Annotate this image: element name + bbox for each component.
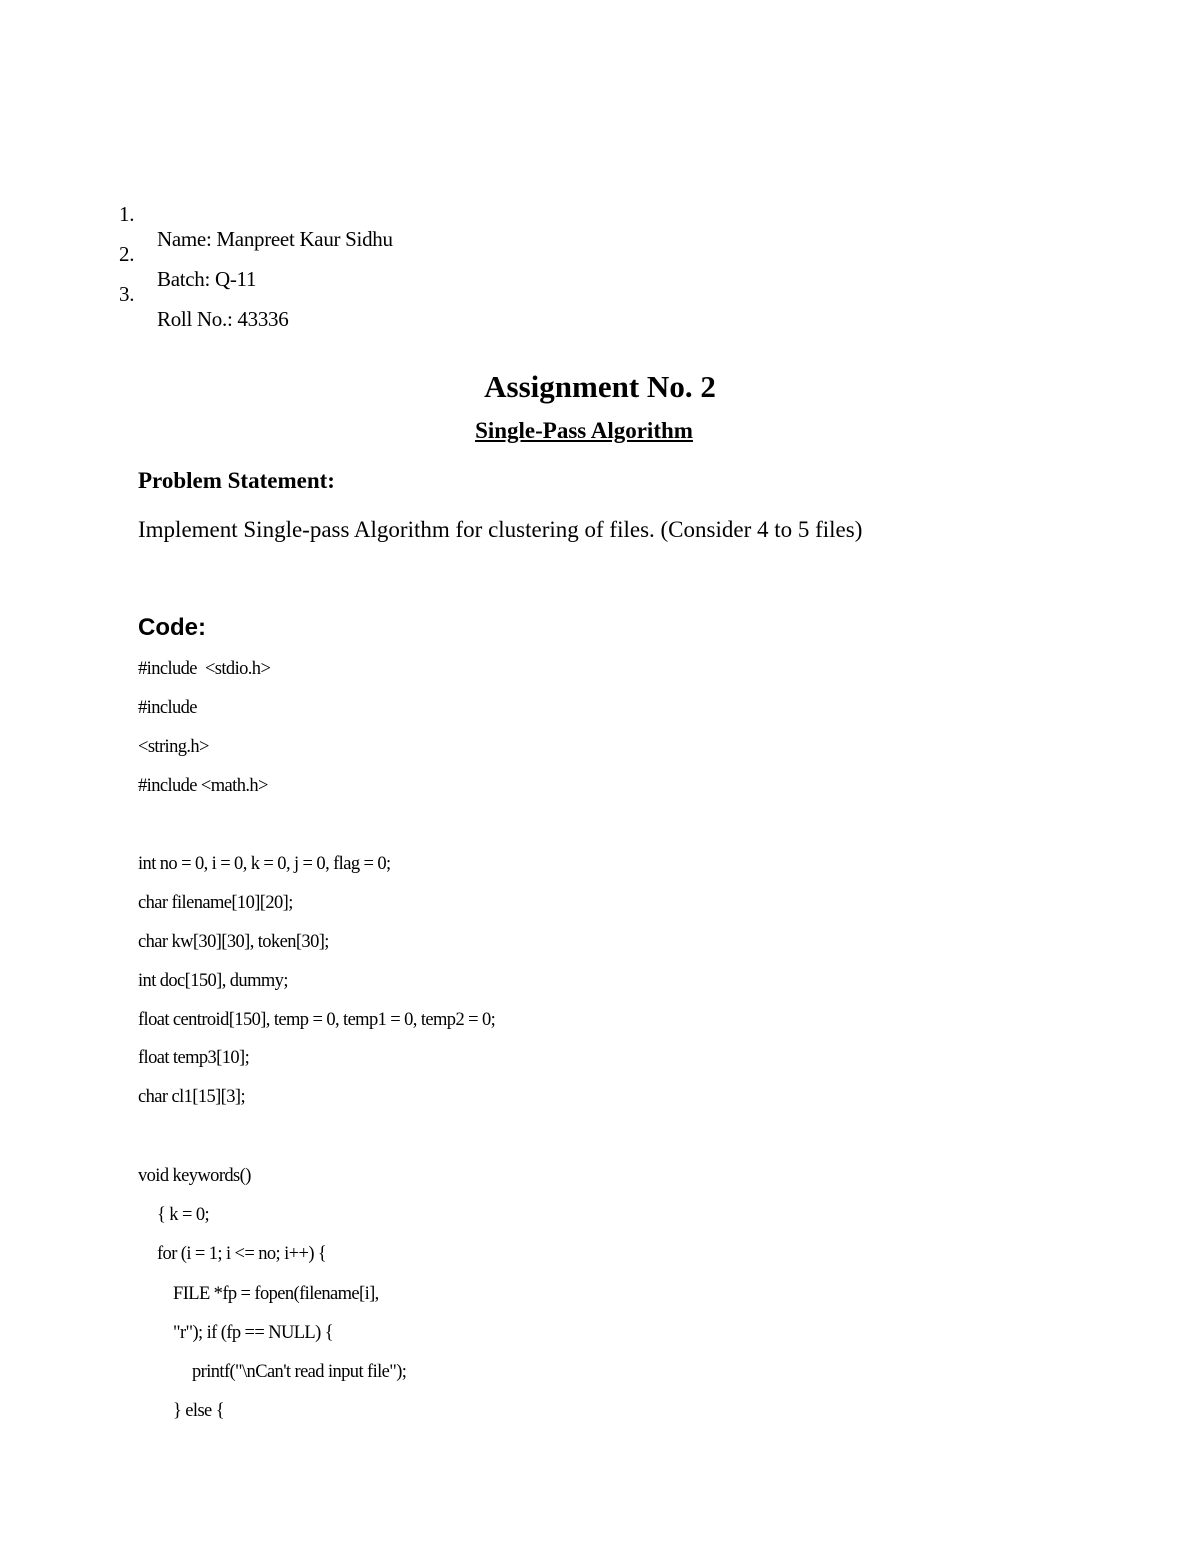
roll-text: Roll No.: 43336 (157, 307, 289, 331)
code-line: char filename[10][20]; (138, 893, 293, 913)
info-item-batch (119, 217, 619, 291)
code-line: float centroid[150], temp = 0, temp1 = 0, temp2 = 0; (138, 1010, 496, 1030)
code-heading: Code: (138, 614, 206, 641)
info-item-roll (119, 257, 619, 331)
code-line: for (i = 1; i <= no; i++) { (157, 1244, 327, 1264)
code-line: float temp3[10]; (138, 1048, 250, 1068)
code-line: void keywords() (138, 1166, 251, 1186)
problem-statement: Implement Single-pass Algorithm for clustering of files. (Consider 4 to 5 files) (138, 517, 863, 542)
problem-heading: Problem Statement: (138, 468, 335, 493)
page-subtitle: Single-Pass Algorithm (475, 418, 693, 443)
name-text: Name: Manpreet Kaur Sidhu (157, 227, 393, 251)
code-line: <string.h> (138, 737, 209, 757)
code-line: FILE *fp = fopen(filename[i], (173, 1284, 379, 1304)
code-line: #include (138, 698, 197, 718)
code-line: #include <stdio.h> (138, 659, 271, 679)
code-line: #include <math.h> (138, 776, 268, 796)
list-number: 3. (119, 282, 135, 306)
code-line: char cl1[15][3]; (138, 1087, 245, 1107)
code-line: printf("\nCan't read input file"); (192, 1362, 407, 1382)
code-line: int doc[150], dummy; (138, 971, 288, 991)
batch-text: Batch: Q-11 (157, 267, 257, 291)
code-line: } else { (173, 1401, 224, 1421)
code-line: "r"); if (fp == NULL) { (173, 1323, 333, 1343)
code-line: int no = 0, i = 0, k = 0, j = 0, flag = 0; (138, 854, 391, 874)
page-title: Assignment No. 2 (484, 369, 716, 404)
list-number: 2. (119, 242, 135, 266)
code-line: char kw[30][30], token[30]; (138, 932, 329, 952)
list-number: 1. (119, 202, 135, 226)
info-item-name (119, 177, 619, 251)
code-line: { k = 0; (157, 1205, 210, 1225)
